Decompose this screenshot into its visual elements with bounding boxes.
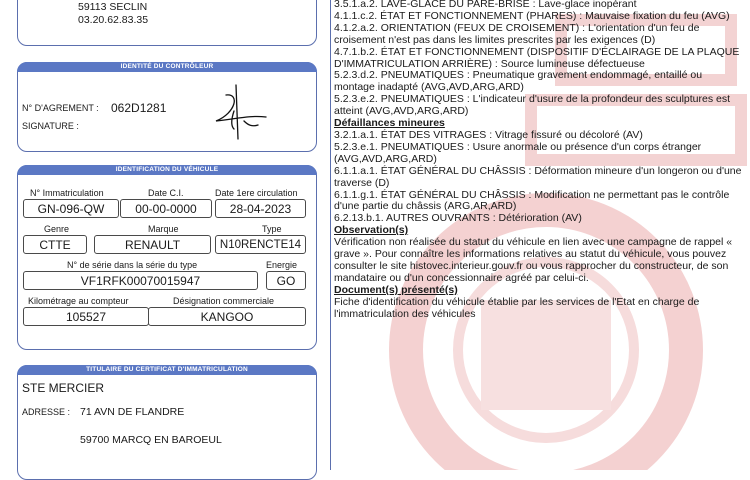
vehicle-header: IDENTIFICATION DU VÉHICULE (17, 165, 317, 175)
minor-defect-1: 3.2.1.a.1. ÉTAT DES VITRAGES : Vitrage fissuré ou décoloré (AV) (334, 128, 643, 141)
date-ci-label: Date C.I. (148, 188, 184, 198)
serial-value: VF1RFK00070015947 (23, 271, 258, 290)
type-label: Type (262, 224, 282, 234)
designation-value: KANGOO (148, 307, 306, 326)
designation-label: Désignation commerciale (173, 296, 275, 306)
major-defect-2: 4.1.1.c.2. ÉTAT ET FONCTIONNEMENT (PHARES) : Mauvaise fixation du feu (AVG) (334, 9, 730, 22)
major-defect-4: 4.7.1.b.2. ÉTAT ET FONCTIONNEMENT (DISPOSITIF D'ÉCLAIRAGE DE LA PLAQUE D'IMMATRICULATION ARRIÈRE) : Source lumineuse défectueuse (334, 45, 740, 70)
date-ci-value: 00-00-0000 (120, 199, 212, 218)
holder-city: 59700 MARCQ EN BAROEUL (80, 434, 222, 446)
minor-defects-title: Défaillances mineures (334, 117, 445, 130)
minor-defect-4: 6.1.1.g.1. ÉTAT GÉNÉRAL DU CHÂSSIS : Modification ne permettant pas le contrôle d'une partie du châssis (ARG,AR,ARD) (334, 188, 730, 213)
minor-defect-2: 5.2.3.e.1. PNEUMATIQUES : Usure anormale ou présence d'un corps étranger (AVG,AVD,ARG,ARD) (334, 140, 702, 165)
minor-defect-3: 6.1.1.a.1. ÉTAT GÉNÉRAL DU CHÂSSIS : Déformation mineure d'un longeron ou d'une traverse (D) (334, 164, 742, 189)
immat-label: N° Immatriculation (30, 188, 104, 198)
controller-header: IDENTITÉ DU CONTRÔLEUR (17, 62, 317, 72)
type-value: N10RENCTE14 (215, 235, 306, 254)
major-defect-5: 5.2.3.d.2. PNEUMATIQUES : Pneumatique gravement endommagé, entaillé ou montage inadapté (AVG,AVD,ARG,ARD) (334, 69, 703, 94)
immat-value: GN-096-QW (23, 199, 119, 218)
genre-value: CTTE (23, 235, 87, 254)
signature-mark-icon (188, 81, 288, 143)
documents-text: Fiche d'identification du véhicule établie par les services de l'Etat en charge de l'immatriculation des véhicules (334, 295, 700, 320)
energie-label: Energie (266, 260, 298, 270)
garage-city: 59113 SECLIN (78, 1, 148, 13)
observations-title: Observation(s) (334, 224, 409, 237)
marque-value: RENAULT (94, 235, 211, 254)
controller-panel (17, 62, 317, 152)
serial-label: N° de série dans la série du type (67, 260, 198, 270)
first-reg-value: 28-04-2023 (215, 199, 306, 218)
vehicle-panel (17, 165, 317, 350)
holder-street: 71 AVN DE FLANDRE (80, 406, 185, 418)
documents-title: Document(s) présenté(s) (334, 283, 458, 296)
holder-panel (17, 365, 317, 480)
energie-value: GO (266, 271, 306, 290)
defects-column (330, 0, 750, 470)
agrement-value: 062D1281 (111, 101, 167, 115)
holder-name: STE MERCIER (22, 381, 105, 395)
garage-phone: 03.20.62.83.35 (78, 14, 149, 26)
defects-text (334, 0, 744, 320)
major-defect-6: 5.2.3.e.2. PNEUMATIQUES : L'indicateur d'usure de la profondeur des sculptures est atteint (AVG,AVD,ARG,ARD) (334, 93, 731, 118)
major-defect-1: 3.5.1.a.2. LAVE-GLACE DU PARE-BRISE : Lave-glace inopérant (334, 0, 637, 10)
km-label: Kilométrage au compteur (28, 296, 129, 306)
holder-header: TITULAIRE DU CERTIFICAT D'IMMATRICULATION (17, 365, 317, 375)
agrement-label: N° D'AGREMENT : (22, 103, 99, 113)
km-value: 105527 (23, 307, 149, 326)
observations-text: Vérification non réalisée du statut du véhicule en lien avec une campagne de rappel « grave ». Pour connaître les informations relatives au statut du véhicule, vous pouvez consulter le site histovec.interieur.gouv.fr ou vous rapprocher du constructeur, de son mandataire ou d'un concessionnaire agréé par celui-ci. (334, 236, 733, 284)
garage-address-panel (17, 0, 317, 46)
major-defect-3: 4.1.2.a.2. ORIENTATION (FEUX DE CROISEMENT) : L'orientation d'un feu de croisement n'est pas dans les limites prescrites par les exigences (D) (334, 21, 700, 46)
minor-defect-5: 6.2.13.b.1. AUTRES OUVRANTS : Détérioration (AV) (334, 212, 582, 225)
marque-label: Marque (148, 224, 179, 234)
genre-label: Genre (44, 224, 70, 234)
first-reg-label: Date 1ere circulation (215, 188, 298, 198)
adresse-label: ADRESSE : (22, 407, 71, 417)
signature-label: SIGNATURE : (22, 121, 79, 131)
